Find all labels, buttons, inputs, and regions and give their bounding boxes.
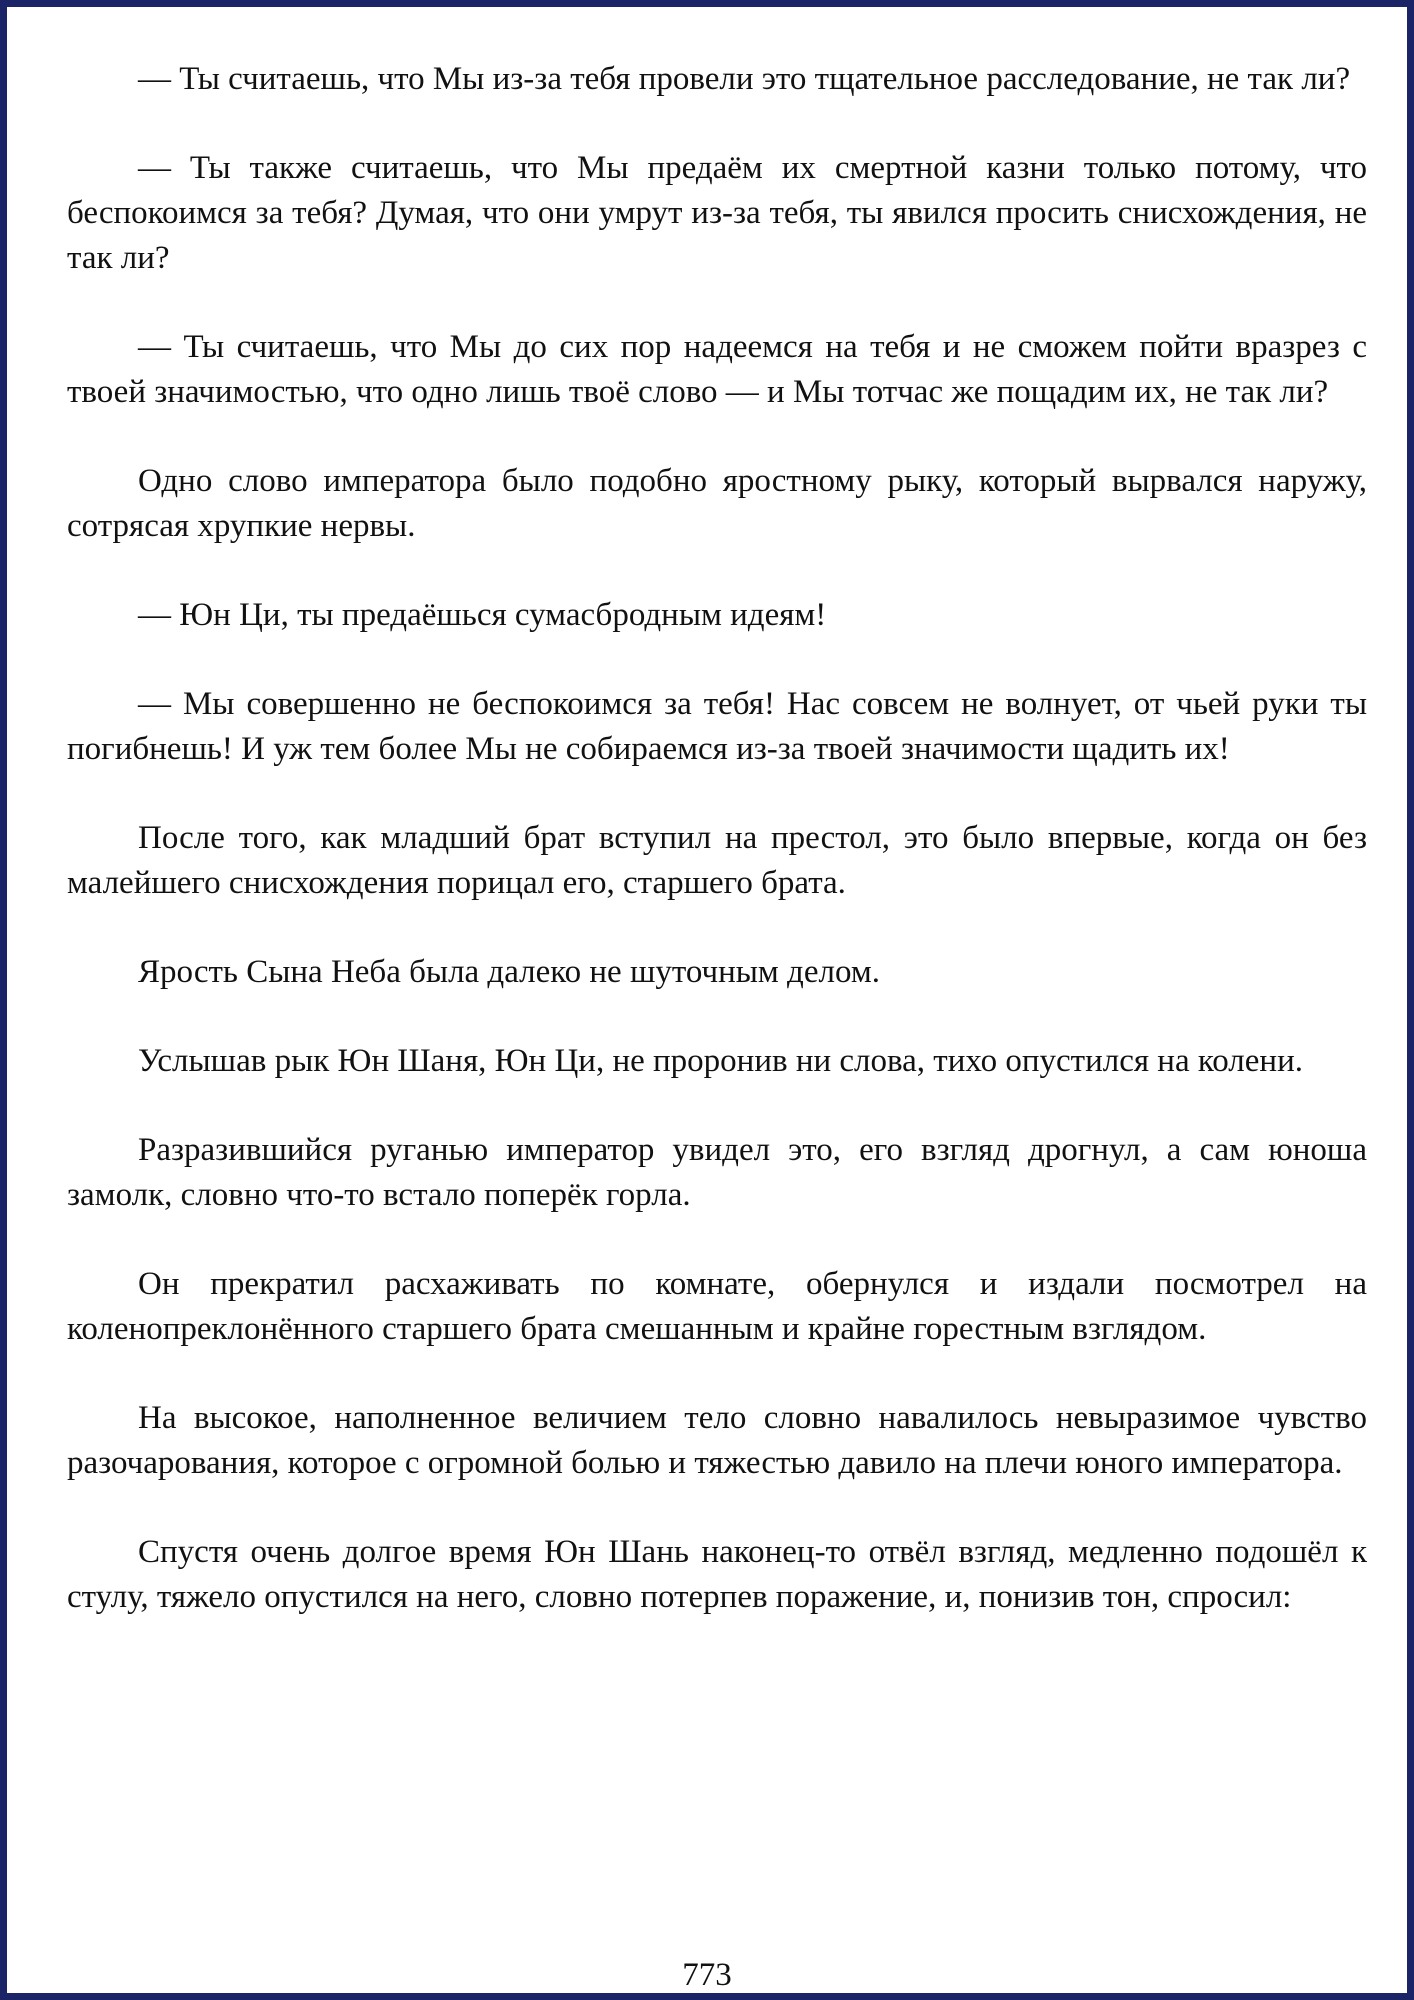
paragraph: — Ты считаешь, что Мы до сих пор надеемся на тебя и не сможем пойти вразрез с твоей значимостью, что одно лишь твоё слово — и Мы тотчас же пощадим их, не так ли? [67,329,1367,410]
page-number: 773 [682,1957,732,1993]
paragraph: Услышав рык Юн Шаня, Юн Ци, не проронив ни слова, тихо опустился на колени. [138,1043,1303,1079]
paragraph: — Юн Ци, ты предаёшься сумасбродным идеям! [138,597,827,633]
paragraph: — Ты также считаешь, что Мы предаём их смертной казни только потому, что беспокоимся за тебя? Думая, что они умрут из-за тебя, ты явился просить снисхождения, не так ли? [67,150,1367,276]
paragraph: Он прекратил расхаживать по комнате, обернулся и издали посмотрел на коленопреклонённого старшего брата смешанным и крайне горестным взглядом. [67,1266,1367,1347]
paragraph: Ярость Сына Неба была далеко не шуточным делом. [138,954,880,990]
paragraph: — Ты считаешь, что Мы из-за тебя провели это тщательное расследование, не так ли? [138,61,1351,97]
paragraph: Спустя очень долгое время Юн Шань наконец-то отвёл взгляд, медленно подошёл к стулу, тяжело опустился на него, словно потерпев поражение, и, понизив тон, спросил: [67,1534,1367,1615]
paragraph: — Мы совершенно не беспокоимся за тебя! Нас совсем не волнует, от чьей руки ты погибнешь! И уж тем более Мы не собираемся из-за твоей значимости щадить их! [67,686,1367,767]
paragraph: Одно слово императора было подобно яростному рыку, который вырвался наружу, сотрясая хрупкие нервы. [67,463,1367,544]
paragraph: После того, как младший брат вступил на престол, это было впервые, когда он без малейшего снисхождения порицал его, старшего брата. [67,820,1367,901]
page-body [67,57,1367,1664]
paragraph: На высокое, наполненное величием тело словно навалилось невыразимое чувство разочарования, которое с огромной болью и тяжестью давило на плечи юного императора. [67,1400,1367,1481]
paragraph: Разразившийся руганью император увидел это, его взгляд дрогнул, а сам юноша замолк, словно что-то встало поперёк горла. [67,1132,1367,1213]
